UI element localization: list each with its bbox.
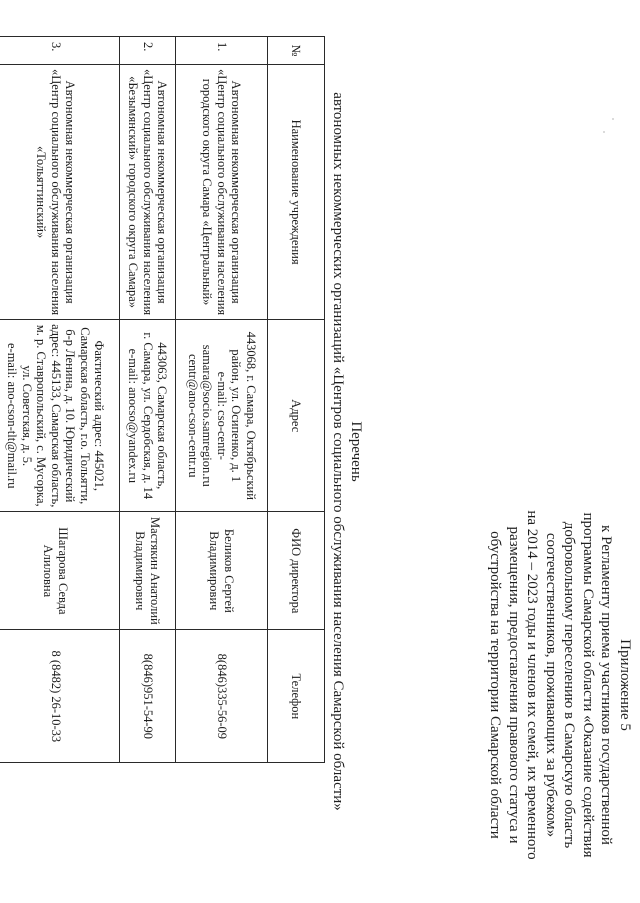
- header-director: ФИО директора: [268, 512, 325, 630]
- header-number: №: [268, 37, 325, 65]
- address-line: г. Самара, ул. Сердобская, д. 14: [140, 332, 155, 500]
- address-line: centr@ano-cson-centr.ru: [185, 353, 200, 478]
- address-line: б-р Ленина, д. 10. Юридический: [63, 329, 78, 503]
- institution-name: [120, 65, 176, 320]
- institution-name-line: «Тольяттинский»: [34, 145, 49, 239]
- row-number: 3.: [0, 37, 120, 65]
- institution-name-line: «Центр социального обслуживания населения: [140, 69, 155, 316]
- address-line: e-mail: ano-cson-tlt@mail.ru: [5, 343, 20, 489]
- address-line: Самарская область, г.о. Тольятти,: [77, 327, 92, 505]
- institution-name-line: Автономная некоммерческая организация: [63, 80, 78, 304]
- appendix-line: Приложение 5: [617, 639, 633, 731]
- director-name-line: Беликов Сергей: [222, 528, 236, 613]
- address-line: 443068, г. Самара, Октябрьский: [243, 331, 258, 500]
- appendix-line: обустройства на территории Самарской области: [487, 531, 504, 839]
- institution-name-line: городского округа Самара «Центральный»: [200, 78, 215, 306]
- appendix-line: программы Самарской области «Оказание содействия: [580, 512, 596, 858]
- director-name: [120, 512, 176, 630]
- institution-name: [0, 65, 120, 320]
- address: [0, 320, 120, 512]
- director-name-line: Мастякин Анатолий: [148, 516, 162, 625]
- address-line: район, ул. Осипенко, д. 1: [229, 349, 244, 483]
- director-name: [0, 512, 120, 630]
- address-line: e-mail: anocso@yandex.ru: [126, 348, 141, 483]
- institution-name: [176, 65, 268, 320]
- director-name-line: Владимирович: [207, 531, 222, 611]
- table-row: [176, 37, 268, 763]
- address-line: 443063, Самарская область,: [155, 342, 170, 490]
- institution-name-line: «Безымянский» городского округа Самара»: [126, 76, 141, 309]
- table-row: [0, 37, 120, 763]
- document-title: [329, 0, 365, 903]
- institution-name-line: «Центр социального обслуживания населения: [214, 69, 229, 316]
- director-name: [176, 512, 268, 630]
- address: [120, 320, 176, 512]
- director-name-line: Шагарова Севда: [56, 527, 70, 615]
- phone-number: 8(846)335-56-09: [176, 630, 268, 763]
- director-name-line: Алиловна: [41, 544, 56, 598]
- title-subheading: автономных некоммерческих организаций «Центров социального обслуживания населения Самарской области»: [330, 92, 346, 811]
- appendix-note: [486, 485, 634, 885]
- institution-name-line: Автономная некоммерческая организация: [155, 80, 170, 304]
- address-line: ул. Советская, д. 5.: [19, 365, 34, 467]
- address-line: e-mail: cso-centr-: [214, 371, 229, 460]
- header-phone: Телефон: [268, 630, 325, 763]
- title-heading: Перечень: [348, 421, 364, 482]
- phone-number: 8 (8482) 26-10-33: [0, 630, 120, 763]
- appendix-line: размещения, предоставления правового статуса и: [506, 526, 522, 844]
- appendix-line: соотечественников, проживающих за рубежом»: [543, 532, 559, 838]
- header-address: Адрес: [268, 320, 325, 512]
- director-name-line: Владимирович: [133, 531, 148, 611]
- appendix-line: к Регламенту приема участников государственной: [598, 525, 615, 845]
- institution-name-line: Автономная некоммерческая организация: [229, 80, 244, 304]
- row-number: 1.: [176, 37, 268, 65]
- appendix-line: добровольному переселению в Самарскую область: [561, 521, 578, 849]
- address-line: адрес: 445133, Самарская область,: [48, 324, 63, 508]
- address-line: Фактический адрес: 445021,: [92, 340, 107, 492]
- address: [176, 320, 268, 512]
- organizations-table: [0, 36, 325, 763]
- table-header-row: [268, 37, 325, 763]
- address-line: samara@socio.samregion.ru: [200, 344, 215, 487]
- phone-number: 8(846)951-54-90: [120, 630, 176, 763]
- table-row: [120, 37, 176, 763]
- institution-name-line: «Центр социального обслуживания населения: [48, 69, 63, 316]
- header-institution-name: Наименование учреждения: [268, 65, 325, 320]
- row-number: 2.: [120, 37, 176, 65]
- appendix-line: на 2014 – 2023 годы и членов их семей, их временного: [524, 510, 541, 860]
- address-line: м. р. Ставропольский, с. Мусорка,: [34, 324, 49, 507]
